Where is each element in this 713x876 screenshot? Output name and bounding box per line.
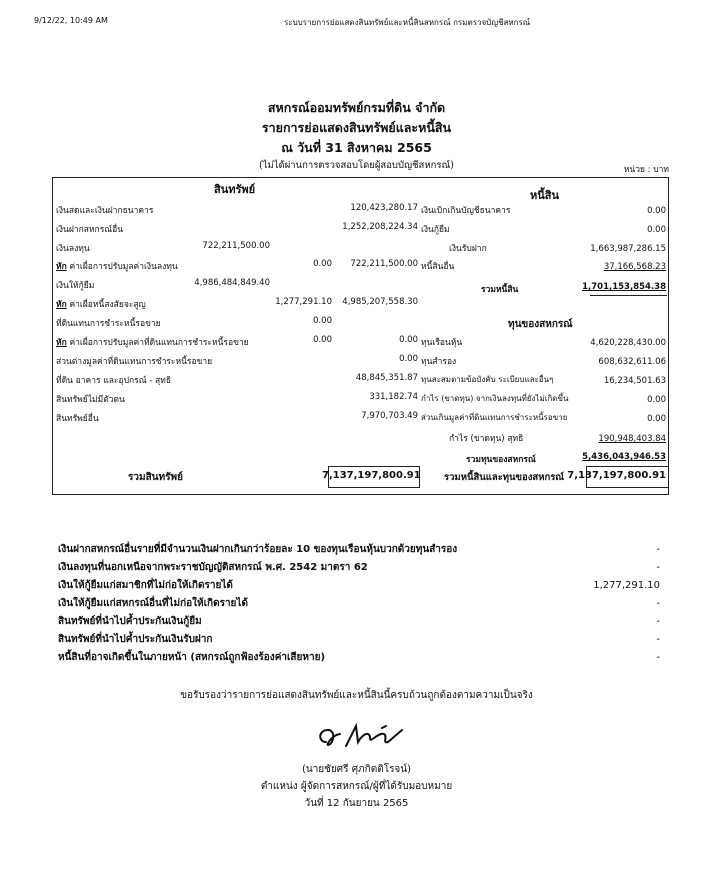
disclosure-label: สินทรัพย์ที่นำไปค้ำประกันเงินกู้ยืม: [58, 616, 202, 627]
asset-label: [56, 297, 146, 311]
liability-value: 0.00: [647, 206, 666, 216]
liability-label: หนี้สินอื่น: [421, 262, 455, 272]
asset-label: เงินสดและเงินฝากธนาคาร: [56, 206, 154, 216]
table-top-border: [52, 177, 669, 178]
org-name: สหกรณ์ออมทรัพย์กรมที่ดิน จำกัด: [267, 100, 446, 115]
asset-label-text: ค่าเผื่อหนี้สงสัยจะสูญ: [66, 300, 146, 310]
asset-allowance: 0.00: [313, 259, 332, 269]
handwritten-signature: [312, 720, 408, 754]
equity-value: 0.00: [647, 395, 666, 405]
disclosure-value: -: [656, 598, 660, 609]
disclosure-value: -: [656, 652, 660, 663]
liabilities-heading: หนี้สิน: [530, 189, 560, 202]
disclosure-value: -: [656, 562, 660, 573]
asset-allowance: 0.00: [313, 335, 332, 345]
disclosure-value: 1,277,291.10: [593, 580, 660, 591]
asset-label: เงินลงทุน: [56, 244, 90, 254]
asset-label: สินทรัพย์ไม่มีตัวตน: [56, 395, 125, 405]
less-prefix: หัก: [56, 262, 67, 272]
asset-allowance: 0.00: [313, 316, 332, 326]
equity-value: 608,632,611.06: [598, 357, 666, 367]
asset-label-text: ค่าเผื่อการปรับมูลค่าเงินลงทุน: [66, 262, 178, 272]
table-left-border: [52, 177, 53, 495]
disclosure-label: เงินให้กู้ยืมแก่สมาชิกที่ไม่ก่อให้เกิดรายได้: [58, 580, 233, 591]
liability-value: 1,663,987,286.15: [590, 244, 666, 254]
system-name: ระบบรายการย่อแสดงสินทรัพย์และหนี้สินสหกรณ์ กรมตรวจบัญชีสหกรณ์: [284, 18, 531, 27]
asset-gross: 4,986,484,849.40: [194, 278, 270, 288]
total-assets-label: รวมสินทรัพย์: [128, 472, 183, 483]
total-equity-value: 5,436,043,946.53: [582, 452, 666, 462]
asset-label: ส่วนต่างมูลค่าที่ดินแทนการชำระหนี้รอขาย: [56, 357, 213, 367]
asset-value: 331,182.74: [369, 392, 418, 402]
asset-value: 0.00: [399, 354, 418, 364]
disclosure-value: -: [656, 616, 660, 627]
asset-value: 4,985,207,558.30: [342, 297, 418, 307]
asset-label: เงินฝากสหกรณ์อื่น: [56, 225, 124, 235]
asset-label: [56, 259, 178, 273]
assets-heading: สินทรัพย์: [214, 183, 256, 196]
equity-label: ทุนสำรอง: [421, 357, 457, 367]
asset-label: เงินให้กู้ยืม: [56, 281, 95, 291]
signature-date: วันที่ 12 กันยายน 2565: [304, 798, 409, 809]
disclosure-label: เงินให้กู้ยืมแก่สหกรณ์อื่นที่ไม่ก่อให้เกิดรายได้: [58, 598, 248, 609]
disclosure-label: สินทรัพย์ที่นำไปค้ำประกันเงินรับฝาก: [58, 634, 213, 645]
total-liabilities-label: รวมหนี้สิน: [481, 285, 519, 295]
disclosure-label: หนี้สินที่อาจเกิดขึ้นในภายหน้า (สหกรณ์ถูกฟ้องร้องค่าเสียหาย): [58, 652, 326, 663]
total-liabilities-value: 1,701,153,854.38: [582, 282, 666, 292]
asset-value: 722,211,500.00: [350, 259, 418, 269]
asset-label-text: ค่าเผื่อการปรับมูลค่าที่ดินแทนการชำระหนี้รอขาย: [66, 338, 249, 348]
total-equity-label: รวมทุนของสหกรณ์: [466, 455, 536, 465]
equity-value: 4,620,228,430.00: [590, 338, 666, 348]
disclosure-value: -: [656, 634, 660, 645]
total-liabilities-double-underline: [590, 295, 667, 296]
disclosure-label: เงินฝากสหกรณ์อื่นรายที่มีจำนวนเงินฝากเกินกว่าร้อยละ 10 ของทุนเรือนหุ้นบวกด้วยทุนสำรอง: [58, 544, 458, 555]
liability-label: เงินเบิกเกินบัญชีธนาคาร: [421, 206, 511, 216]
liability-value: 37,166,568.23: [603, 262, 666, 272]
total-assets-value: 7,137,197,800.91: [322, 470, 421, 481]
grand-total-label: รวมหนี้สินและทุนของสหกรณ์: [444, 472, 565, 483]
equity-value: 16,234,501.63: [603, 376, 666, 386]
equity-label: ส่วนเกินมูลค่าที่ดินแทนการชำระหนี้รอขาย: [421, 413, 568, 422]
equity-label: กำไร (ขาดทุน) สุทธิ: [449, 434, 524, 444]
asset-value: 7,970,703.49: [361, 411, 418, 421]
asset-label: [56, 335, 249, 349]
equity-label: ทุนเรือนหุ้น: [421, 338, 463, 348]
report-date: ณ วันที่ 31 สิงหาคม 2565: [281, 140, 432, 155]
table-bottom-border: [52, 494, 669, 495]
table-right-border: [668, 177, 669, 495]
liability-label: เงินรับฝาก: [449, 244, 487, 254]
liability-value: 0.00: [647, 225, 666, 235]
equity-value: 0.00: [647, 414, 666, 424]
equity-label: กำไร (ขาดทุน) จากเงินลงทุนที่ยังไม่เกิดขึ้น: [421, 394, 569, 403]
liability-label: เงินกู้ยืม: [421, 225, 450, 235]
asset-value: 120,423,280.17: [350, 203, 418, 213]
asset-label: สินทรัพย์อื่น: [56, 414, 99, 424]
less-prefix: หัก: [56, 300, 67, 310]
audit-note: (ไม่ได้ผ่านการตรวจสอบโดยผู้สอบบัญชีสหกรณ์): [259, 160, 454, 171]
asset-value: 0.00: [399, 335, 418, 345]
equity-heading: ทุนของสหกรณ์: [508, 319, 573, 330]
asset-label: ที่ดินแทนการชำระหนี้รอขาย: [56, 319, 161, 329]
equity-label: ทุนสะสมตามข้อบังคับ ระเบียบและอื่นๆ: [421, 375, 554, 384]
unit-label: หน่วย : บาท: [623, 165, 669, 175]
report-title: รายการย่อแสดงสินทรัพย์และหนี้สิน: [261, 120, 452, 135]
certification-text: ขอรับรองว่ารายการย่อแสดงสินทรัพย์และหนี้สินนี้ครบถ้วนถูกต้องตามความเป็นจริง: [180, 690, 533, 701]
signer-name: (นายชัยศรี ศุภกิตติโรจน์): [301, 764, 412, 775]
asset-label: ที่ดิน อาคาร และอุปกรณ์ - สุทธิ: [56, 376, 172, 386]
less-prefix: หัก: [56, 338, 67, 348]
asset-value: 1,252,208,224.34: [342, 222, 418, 232]
disclosure-label: เงินลงทุนที่นอกเหนือจากพระราชบัญญัติสหกรณ์ พ.ศ. 2542 มาตรา 62: [58, 562, 368, 573]
grand-total-value: 7,137,197,800.91: [567, 470, 666, 481]
signer-position: ตำแหน่ง ผู้จัดการสหกรณ์/ผู้ที่ได้รับมอบหมาย: [260, 781, 453, 792]
equity-value: 190,948,403.84: [598, 434, 666, 444]
disclosure-value: -: [656, 544, 660, 555]
asset-value: 48,845,351.87: [355, 373, 418, 383]
asset-gross: 722,211,500.00: [202, 241, 270, 251]
asset-allowance: 1,277,291.10: [275, 297, 332, 307]
print-timestamp: 9/12/22, 10:49 AM: [34, 16, 108, 25]
